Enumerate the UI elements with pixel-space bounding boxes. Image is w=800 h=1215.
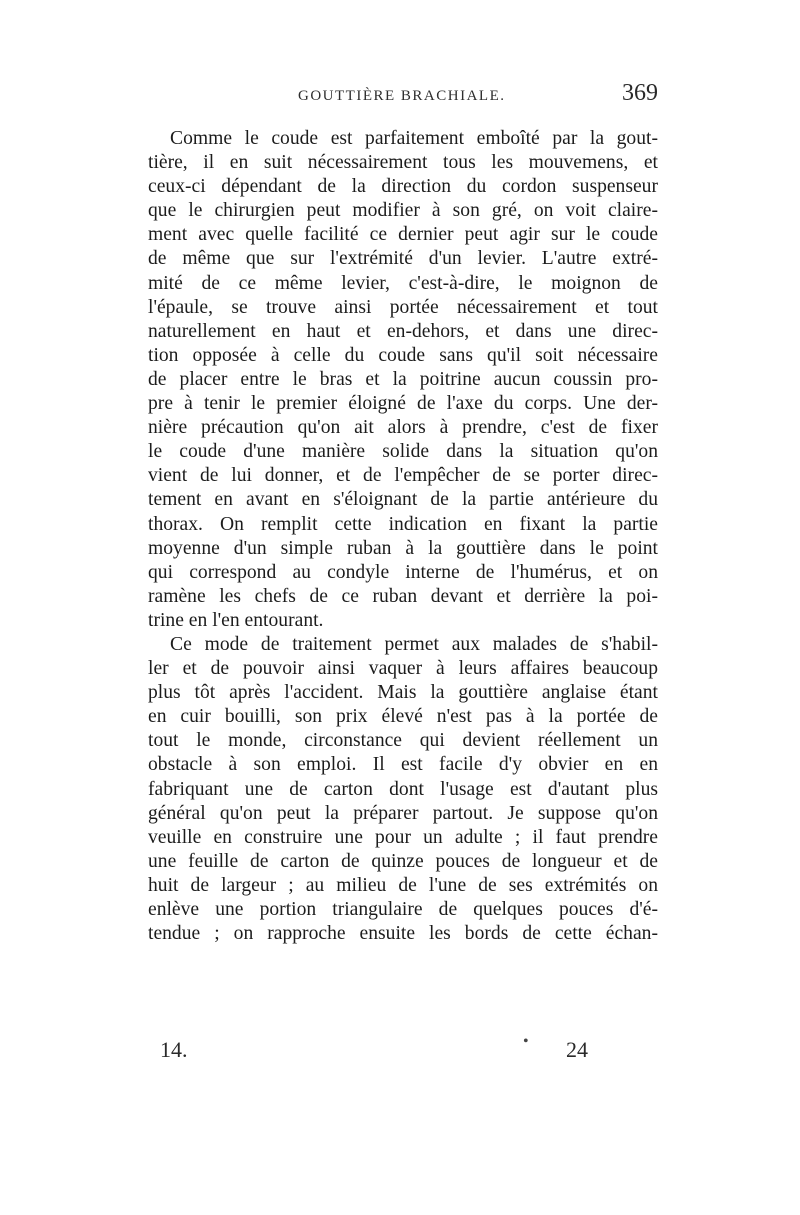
text-line: tière, il en suit nécessairement tous les mouvemens, et (148, 152, 658, 174)
footer-dot: • (523, 1033, 529, 1050)
text-line: nière précaution qu'on ait alors à prendre, c'est de fixer (148, 417, 658, 439)
signature-number: 24 (566, 1037, 588, 1062)
text-line: général qu'on peut la préparer partout. Je suppose qu'on (148, 802, 658, 824)
text-line: ceux-ci dépendant de la direction du cordon suspenseur (148, 176, 658, 198)
text-line: le coude d'une manière solide dans la situation qu'on (148, 441, 658, 463)
text-line: fabriquant une de carton dont l'usage est d'autant plus (148, 778, 658, 800)
text-line: l'épaule, se trouve ainsi portée nécessairement et tout (148, 296, 658, 318)
text-line: Ce mode de traitement permet aux malades de s'habil- (170, 633, 658, 655)
page-footer (148, 1033, 658, 1071)
text-line: ler et de pouvoir ainsi vaquer à leurs affaires beaucoup (148, 658, 658, 680)
text-line: ramène les chefs de ce ruban devant et derrière la poi- (148, 585, 658, 607)
running-title: GOUTTIÈRE BRACHIALE. (298, 88, 506, 104)
text-line: thorax. On remplit cette indication en fixant la partie (148, 513, 658, 535)
text-line: plus tôt après l'accident. Mais la gouttière anglaise étant (148, 682, 658, 704)
text-line: de même que sur l'extrémité d'un levier. L'autre extré- (148, 248, 658, 270)
text-line: tout le monde, circonstance qui devient réellement un (148, 730, 658, 752)
page-number: 369 (622, 80, 658, 106)
text-line: trine en l'en entourant. (148, 609, 324, 631)
text-line: veuille en construire une pour un adulte ; il faut prendre (148, 826, 658, 848)
page-header (148, 82, 658, 112)
body-text (148, 127, 658, 946)
text-line: que le chirurgien peut modifier à son gré, on voit claire- (148, 200, 658, 222)
text-line: tement en avant en s'éloignant de la partie antérieure du (148, 489, 658, 511)
text-line: huit de largeur ; au milieu de l'une de ses extrémités on (148, 874, 658, 896)
text-line: obstacle à son emploi. Il est facile d'y obvier en en (148, 754, 658, 776)
signature-mark: 14. (160, 1037, 188, 1062)
text-line: mité de ce même levier, c'est-à-dire, le moignon de (148, 272, 658, 294)
text-line: tendue ; on rapproche ensuite les bords de cette échan- (148, 923, 658, 945)
text-line: une feuille de carton de quinze pouces de longueur et de (148, 850, 658, 872)
text-line: Comme le coude est parfaitement emboîté par la gout- (170, 128, 658, 149)
text-line: de placer entre le bras et la poitrine aucun coussin pro- (148, 368, 658, 390)
text-line: moyenne d'un simple ruban à la gouttière dans le point (148, 537, 658, 559)
text-line: naturellement en haut et en-dehors, et dans une direc- (148, 320, 658, 342)
text-line: qui correspond au condyle interne de l'humérus, et on (148, 561, 658, 583)
text-line: en cuir bouilli, son prix élevé n'est pas à la portée de (148, 706, 658, 728)
text-line: tion opposée à celle du coude sans qu'il soit nécessaire (148, 344, 658, 366)
text-line: enlève une portion triangulaire de quelques pouces d'é- (148, 899, 658, 920)
text-line: ment avec quelle facilité ce dernier peut agir sur le coude (148, 224, 658, 246)
text-line: pre à tenir le premier éloigné de l'axe du corps. Une der- (148, 393, 658, 415)
text-line: vient de lui donner, et de l'empêcher de se porter direc- (148, 465, 658, 487)
